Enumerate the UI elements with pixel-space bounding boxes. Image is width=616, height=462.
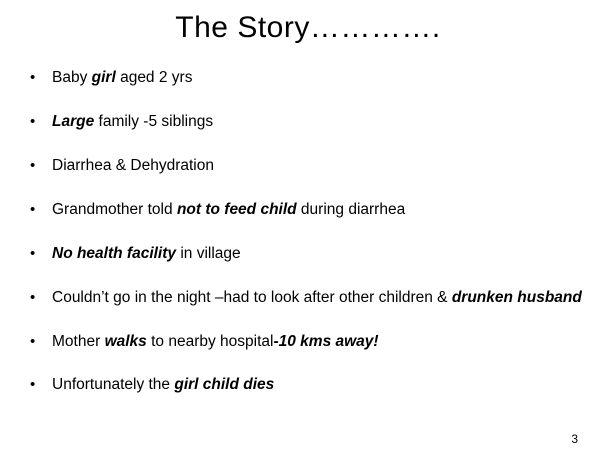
plain-text: Unfortunately the (52, 376, 175, 394)
emphasized-text: girl child dies (174, 376, 275, 394)
list-item (22, 288, 588, 309)
bullet-dot-icon: • (30, 200, 36, 218)
list-item (22, 156, 588, 177)
plain-text: Couldn’t go in the night –had to look after other children & (52, 288, 452, 306)
list-item-text (52, 69, 192, 86)
bullet-dot-icon: • (30, 244, 36, 262)
list-item-text (52, 201, 405, 218)
list-item-text (52, 289, 582, 306)
emphasized-text: Large (52, 112, 95, 130)
list-item-text (52, 245, 241, 262)
plain-text: during diarrhea (296, 200, 406, 218)
list-item-text (52, 333, 379, 350)
list-item (22, 112, 588, 133)
page-title: The Story…………. (175, 11, 441, 44)
plain-text: Diarrhea & Dehydration (52, 156, 214, 174)
list-item-text (52, 376, 274, 393)
emphasized-text: not to feed child (176, 200, 297, 218)
plain-text: family -5 siblings (94, 112, 214, 130)
emphasized-text: No health facility (52, 244, 177, 262)
list-item (22, 244, 588, 265)
list-item-text (52, 157, 214, 174)
list-item-text (52, 113, 213, 130)
emphasized-text: girl (91, 69, 116, 86)
plain-text: in village (176, 244, 241, 262)
list-item (22, 332, 588, 353)
plain-text: Baby (52, 69, 92, 86)
bullet-dot-icon: • (30, 69, 36, 86)
plain-text: Mother (52, 332, 105, 350)
list-item (22, 68, 588, 89)
bullet-list (0, 46, 616, 396)
list-item (22, 200, 588, 221)
plain-text: to nearby hospital (146, 332, 274, 350)
bullet-dot-icon: • (30, 288, 36, 306)
emphasized-text: -10 kms away! (273, 332, 379, 350)
emphasized-text: drunken husband (451, 288, 582, 306)
emphasized-text: walks (104, 332, 147, 350)
plain-text: Grandmother told (52, 200, 177, 218)
list-item (22, 375, 588, 396)
bullet-dot-icon: • (30, 156, 36, 174)
bullet-dot-icon: • (30, 112, 36, 130)
page-number: 3 (571, 432, 578, 446)
bullet-dot-icon: • (30, 376, 36, 394)
plain-text: aged 2 yrs (115, 69, 193, 86)
bullet-dot-icon: • (30, 332, 36, 350)
